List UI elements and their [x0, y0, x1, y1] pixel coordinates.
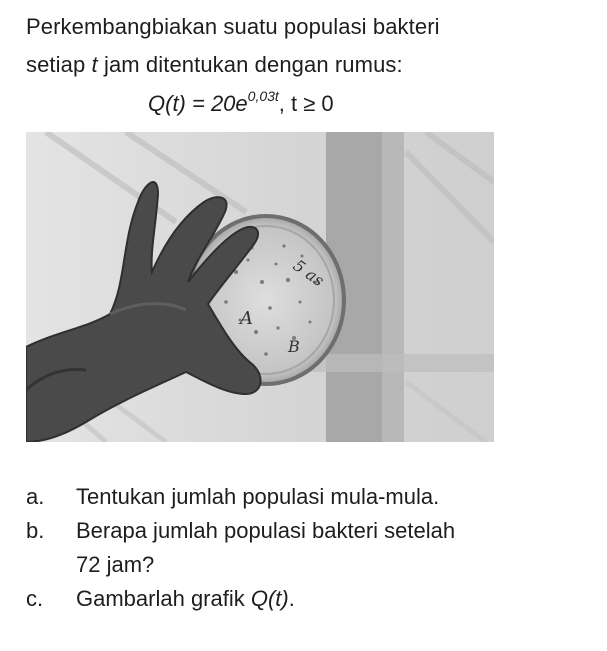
formula-condition: , t ≥ 0	[278, 91, 334, 116]
question-b	[26, 514, 506, 582]
question-label: a.	[26, 484, 45, 509]
question-b-line-2: 72 jam?	[76, 552, 155, 577]
intro-line-2-end: jam ditentukan dengan rumus:	[97, 52, 403, 77]
question-c-math: Q(t)	[250, 586, 289, 611]
intro-line-1: Perkembangbiakan suatu populasi bakteri	[26, 14, 440, 39]
time-variable: t	[91, 52, 98, 77]
intro-line-2	[26, 46, 440, 84]
formula-lhs: Q(t) = 20e	[148, 91, 248, 116]
petri-label-middle: A	[240, 308, 253, 329]
question-a	[26, 480, 506, 514]
question-list	[26, 480, 506, 616]
question-c-end: .	[288, 586, 295, 611]
formula-exponent: 0,03t	[247, 88, 279, 104]
question-label: b.	[26, 518, 45, 543]
petri-label-bottom: B	[288, 337, 300, 356]
growth-formula	[148, 88, 334, 117]
question-text: Tentukan jumlah populasi mula-mula.	[76, 484, 440, 509]
question-c	[26, 582, 506, 616]
question-label: c.	[26, 586, 44, 611]
intro-line-2-start: setiap	[26, 52, 92, 77]
question-c-start: Gambarlah grafik	[76, 586, 251, 611]
problem-intro	[26, 8, 440, 84]
petri-dish-image	[26, 132, 494, 442]
question-text	[76, 582, 506, 616]
window-post-edge	[382, 132, 404, 442]
petri-label-top: 5 as	[289, 255, 328, 291]
question-text	[76, 514, 506, 582]
petri-dish-photo	[26, 132, 494, 442]
question-b-line-1: Berapa jumlah populasi bakteri setelah	[76, 518, 456, 543]
